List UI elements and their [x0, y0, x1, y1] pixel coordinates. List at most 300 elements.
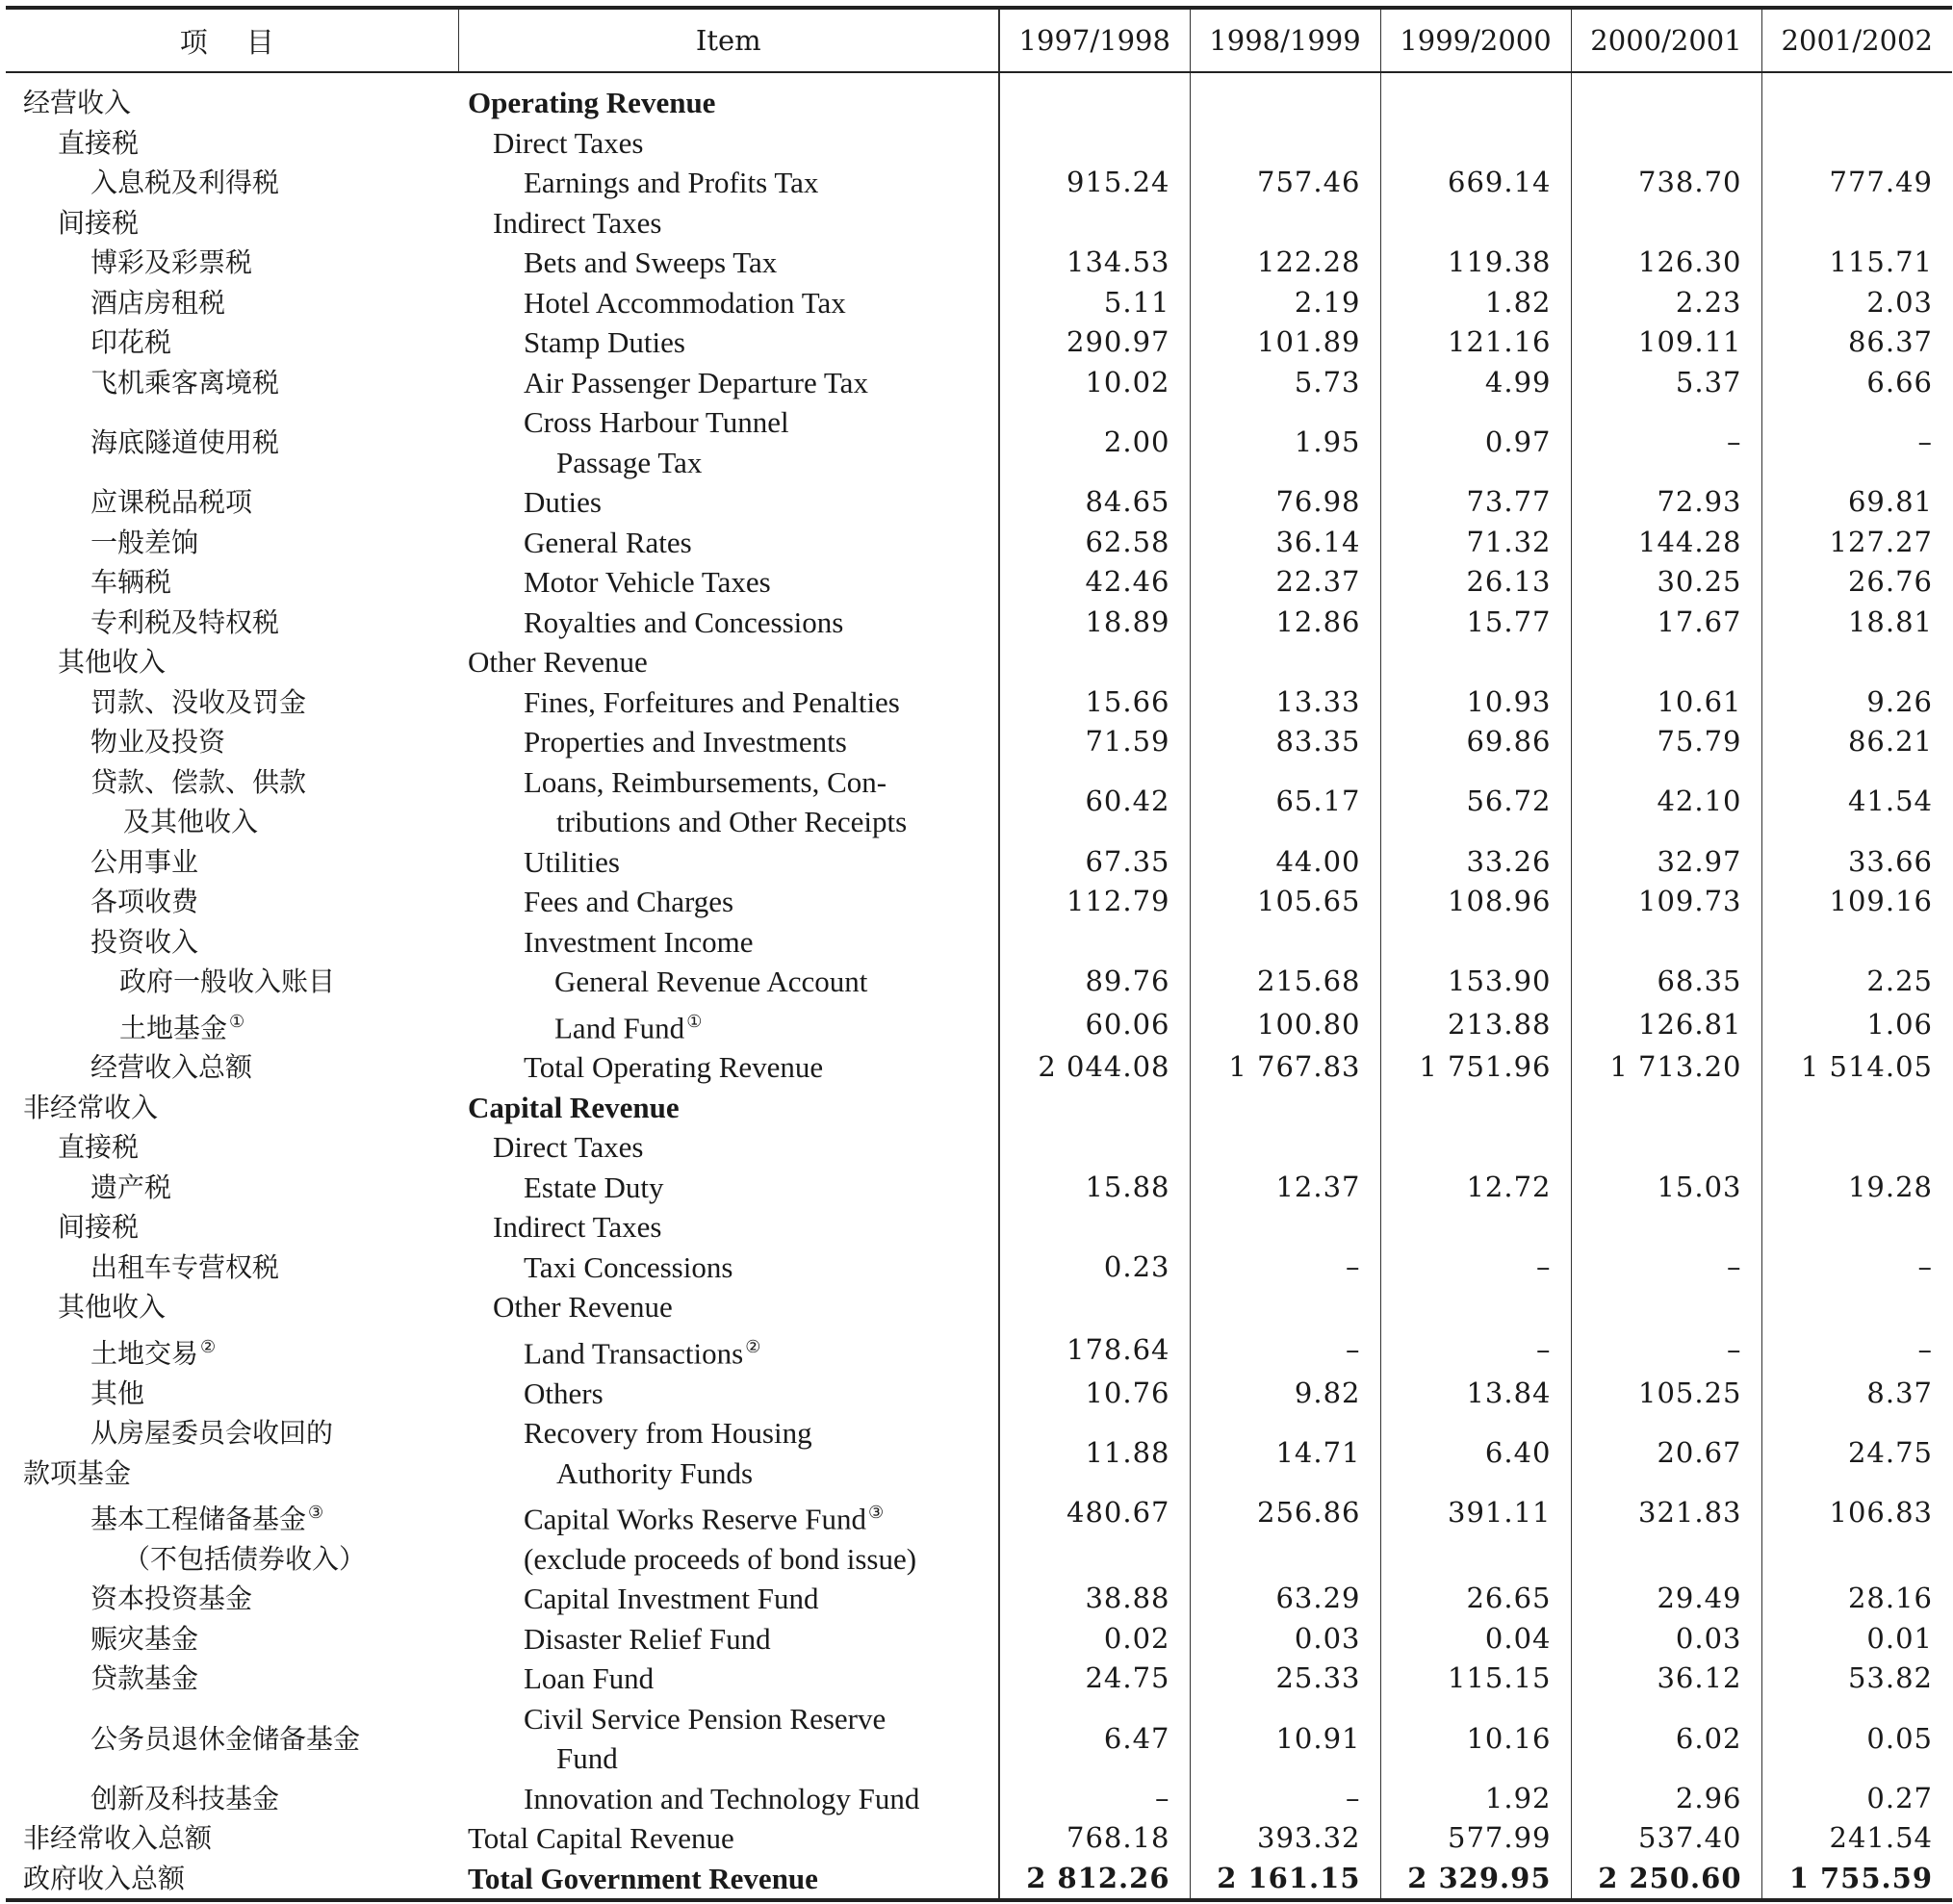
- value-cell: 241.54: [1761, 1818, 1952, 1859]
- value-cell: [1761, 1287, 1952, 1327]
- header-year: 2000/2001: [1571, 8, 1761, 72]
- value-cell: 106.83: [1761, 1493, 1952, 1579]
- row-label-cn: [6, 1699, 458, 1779]
- value-cell: 9.82: [1190, 1374, 1380, 1414]
- value-cell: 0.23: [999, 1248, 1190, 1288]
- value-cell: 2 161.15: [1190, 1859, 1380, 1901]
- value-cell: [1761, 72, 1952, 123]
- table-header: [6, 8, 1952, 72]
- label-en-text: Loan Fund: [524, 1661, 655, 1696]
- footnote-mark: ②: [745, 1336, 761, 1356]
- value-cell: 89.76: [999, 962, 1190, 1002]
- value-cell: –: [1571, 402, 1761, 482]
- label-cn-text: 政府一般收入账目: [119, 965, 336, 997]
- footnote-mark: ①: [686, 1011, 703, 1031]
- row-label-cn: [6, 523, 458, 563]
- value-cell: 38.88: [999, 1579, 1190, 1619]
- value-cell: 2 329.95: [1380, 1859, 1571, 1901]
- value-cell: [999, 922, 1190, 963]
- value-cell: 62.58: [999, 523, 1190, 563]
- value-cell: 42.10: [1571, 762, 1761, 842]
- label-cn-text: 创新及科技基金: [90, 1782, 280, 1814]
- row-label-cn: [6, 72, 458, 123]
- row-label-en: [458, 603, 999, 643]
- value-cell: 2.00: [999, 402, 1190, 482]
- footnote-mark: ①: [229, 1011, 245, 1032]
- label-en-text: Total Capital Revenue: [468, 1821, 734, 1856]
- row-label-cn: [6, 1374, 458, 1414]
- value-cell: 10.91: [1190, 1699, 1380, 1779]
- value-cell: 2.23: [1571, 283, 1761, 323]
- label-en-text: Royalties and Concessions: [524, 605, 844, 639]
- row-label-en: [458, 922, 999, 963]
- table-row: [6, 842, 1952, 883]
- label-en-text: Cross Harbour Tunnel: [524, 405, 789, 439]
- value-cell: 32.97: [1571, 842, 1761, 883]
- value-cell: 2.96: [1571, 1779, 1761, 1819]
- value-cell: 67.35: [999, 842, 1190, 883]
- value-cell: 17.67: [1571, 603, 1761, 643]
- footnote-mark: ③: [308, 1503, 324, 1524]
- label-en-text: Others: [524, 1376, 604, 1410]
- value-cell: 15.03: [1571, 1168, 1761, 1208]
- label-en-text: Capital Investment Fund: [524, 1582, 819, 1616]
- value-cell: –: [1380, 1248, 1571, 1288]
- value-cell: –: [999, 1779, 1190, 1819]
- row-label-en: [458, 1493, 999, 1579]
- row-label-cn: [6, 1779, 458, 1819]
- value-cell: 73.77: [1380, 482, 1571, 523]
- label-en-text: Land Transactions: [524, 1336, 744, 1371]
- value-cell: –: [1190, 1779, 1380, 1819]
- value-cell: [1380, 1207, 1571, 1248]
- table-row: [6, 962, 1952, 1002]
- value-cell: 63.29: [1190, 1579, 1380, 1619]
- label-en-text: Bets and Sweeps Tax: [524, 245, 778, 279]
- row-label-en: [458, 1818, 999, 1859]
- row-label-cn: [6, 402, 458, 482]
- row-label-cn: [6, 1248, 458, 1288]
- value-cell: 119.38: [1380, 243, 1571, 283]
- header-item-en: Item: [458, 8, 999, 72]
- row-label-en: [458, 1374, 999, 1414]
- value-cell: 915.24: [999, 163, 1190, 203]
- label-en-text: Other Revenue: [493, 1290, 673, 1325]
- row-label-cn: [6, 1207, 458, 1248]
- value-cell: [1380, 203, 1571, 244]
- row-label-en: [458, 682, 999, 723]
- label-en-text: Other Revenue: [468, 645, 648, 679]
- row-label-en: [458, 1088, 999, 1128]
- value-cell: [1571, 642, 1761, 682]
- table-row: [6, 642, 1952, 682]
- row-label-en: [458, 642, 999, 682]
- value-cell: [1571, 123, 1761, 164]
- value-cell: [1380, 72, 1571, 123]
- value-cell: 83.35: [1190, 722, 1380, 762]
- value-cell: 577.99: [1380, 1818, 1571, 1859]
- row-label-en: [458, 163, 999, 203]
- value-cell: 738.70: [1571, 163, 1761, 203]
- value-cell: 18.81: [1761, 603, 1952, 643]
- row-label-en: [458, 482, 999, 523]
- row-label-cn: [6, 1859, 458, 1901]
- row-label-en: [458, 562, 999, 603]
- value-cell: [1571, 1287, 1761, 1327]
- value-cell: 60.42: [999, 762, 1190, 842]
- row-label-cn: [6, 1659, 458, 1699]
- label-cn-text: 专利税及特权税: [90, 605, 280, 638]
- value-cell: 6.40: [1380, 1413, 1571, 1493]
- value-cell: [999, 203, 1190, 244]
- row-label-en: [458, 1699, 999, 1779]
- label-en-text: Fees and Charges: [524, 885, 734, 918]
- value-cell: 1.06: [1761, 1002, 1952, 1048]
- row-label-cn: [6, 562, 458, 603]
- value-cell: 144.28: [1571, 523, 1761, 563]
- value-cell: 84.65: [999, 482, 1190, 523]
- label-cn-text: 其他: [90, 1377, 145, 1409]
- label-cn-text: 非经常收入: [23, 1091, 159, 1123]
- value-cell: 121.16: [1380, 322, 1571, 363]
- value-cell: 60.06: [999, 1002, 1190, 1048]
- label-en-continuation: (exclude proceeds of bond issue): [524, 1541, 917, 1576]
- value-cell: 1 755.59: [1761, 1859, 1952, 1901]
- value-cell: 768.18: [999, 1818, 1190, 1859]
- row-label-cn: [6, 1287, 458, 1327]
- value-cell: [1380, 1088, 1571, 1128]
- row-label-en: [458, 882, 999, 922]
- label-cn-text: 经营收入: [23, 87, 132, 118]
- label-cn-continuation: （不包括债券收入）: [123, 1542, 367, 1575]
- value-cell: 36.14: [1190, 523, 1380, 563]
- value-cell: 0.02: [999, 1619, 1190, 1660]
- value-cell: [999, 72, 1190, 123]
- row-label-en: [458, 1579, 999, 1619]
- value-cell: 41.54: [1761, 762, 1952, 842]
- label-en-text: Properties and Investments: [524, 725, 847, 759]
- value-cell: 69.81: [1761, 482, 1952, 523]
- value-cell: –: [1190, 1327, 1380, 1374]
- value-cell: 0.27: [1761, 1779, 1952, 1819]
- value-cell: 0.05: [1761, 1699, 1952, 1779]
- table-row: [6, 722, 1952, 762]
- value-cell: [1571, 1088, 1761, 1128]
- label-cn-text: 一般差饷: [90, 526, 199, 558]
- label-en-text: Utilities: [524, 844, 620, 879]
- row-label-cn: [6, 722, 458, 762]
- header-year: 1999/2000: [1380, 8, 1571, 72]
- row-label-en: [458, 722, 999, 762]
- row-label-cn: [6, 482, 458, 523]
- value-cell: 18.89: [999, 603, 1190, 643]
- label-cn-text: 应课税品税项: [90, 486, 253, 518]
- row-label-en: [458, 842, 999, 883]
- header-year: 1997/1998: [999, 8, 1190, 72]
- value-cell: 290.97: [999, 322, 1190, 363]
- label-cn-text: 博彩及彩票税: [90, 246, 253, 278]
- value-cell: [999, 642, 1190, 682]
- label-en-text: Taxi Concessions: [524, 1249, 733, 1284]
- value-cell: 391.11: [1380, 1493, 1571, 1579]
- value-cell: 6.02: [1571, 1699, 1761, 1779]
- value-cell: 6.66: [1761, 363, 1952, 403]
- value-cell: 26.76: [1761, 562, 1952, 603]
- value-cell: 22.37: [1190, 562, 1380, 603]
- label-en-continuation: Authority Funds: [556, 1455, 754, 1490]
- table-row: [6, 1002, 1952, 1048]
- value-cell: 33.26: [1380, 842, 1571, 883]
- value-cell: 2.25: [1761, 962, 1952, 1002]
- value-cell: 105.25: [1571, 1374, 1761, 1414]
- value-cell: 1 713.20: [1571, 1047, 1761, 1088]
- table-row: [6, 1699, 1952, 1779]
- value-cell: 86.21: [1761, 722, 1952, 762]
- table-row: [6, 163, 1952, 203]
- value-cell: 0.04: [1380, 1619, 1571, 1660]
- value-cell: 1.82: [1380, 283, 1571, 323]
- row-label-cn: [6, 682, 458, 723]
- value-cell: 30.25: [1571, 562, 1761, 603]
- label-en-text: Air Passenger Departure Tax: [524, 365, 868, 399]
- label-cn-text: 车辆税: [90, 566, 172, 598]
- value-cell: 72.93: [1571, 482, 1761, 523]
- row-label-cn: [6, 962, 458, 1002]
- value-cell: 0.01: [1761, 1619, 1952, 1660]
- value-cell: [1761, 1127, 1952, 1168]
- row-label-cn: [6, 1327, 458, 1374]
- value-cell: 33.66: [1761, 842, 1952, 883]
- value-cell: [999, 1088, 1190, 1128]
- value-cell: 112.79: [999, 882, 1190, 922]
- value-cell: 134.53: [999, 243, 1190, 283]
- value-cell: 2.19: [1190, 283, 1380, 323]
- table-row: [6, 243, 1952, 283]
- value-cell: 15.88: [999, 1168, 1190, 1208]
- value-cell: 71.59: [999, 722, 1190, 762]
- value-cell: 68.35: [1571, 962, 1761, 1002]
- value-cell: [1190, 123, 1380, 164]
- value-cell: 0.03: [1571, 1619, 1761, 1660]
- table-row: [6, 1779, 1952, 1819]
- label-en-text: Disaster Relief Fund: [524, 1621, 771, 1656]
- value-cell: 2 250.60: [1571, 1859, 1761, 1901]
- label-en-text: Capital Works Reserve Fund: [524, 1502, 866, 1536]
- table-row: [6, 283, 1952, 323]
- label-cn-text: 政府收入总额: [23, 1862, 186, 1894]
- value-cell: [1190, 1287, 1380, 1327]
- table-row: [6, 762, 1952, 842]
- value-cell: 12.72: [1380, 1168, 1571, 1208]
- value-cell: 12.37: [1190, 1168, 1380, 1208]
- value-cell: 757.46: [1190, 163, 1380, 203]
- value-cell: 100.80: [1190, 1002, 1380, 1048]
- label-cn-text: 从房屋委员会收回的: [90, 1417, 334, 1450]
- value-cell: [1380, 1287, 1571, 1327]
- label-cn-text: 飞机乘客离境税: [90, 366, 280, 399]
- label-cn-text: 赈灾基金: [90, 1622, 199, 1655]
- value-cell: 56.72: [1380, 762, 1571, 842]
- table-row: [6, 322, 1952, 363]
- row-label-cn: [6, 922, 458, 963]
- header-year: 1998/1999: [1190, 8, 1380, 72]
- label-en-text: Motor Vehicle Taxes: [524, 565, 771, 599]
- row-label-en: [458, 1127, 999, 1168]
- revenue-table: [6, 6, 1952, 1902]
- value-cell: –: [1380, 1327, 1571, 1374]
- value-cell: 13.84: [1380, 1374, 1571, 1414]
- value-cell: [1190, 72, 1380, 123]
- value-cell: 109.11: [1571, 322, 1761, 363]
- row-label-cn: [6, 1047, 458, 1088]
- value-cell: [1571, 1127, 1761, 1168]
- row-label-cn: [6, 1579, 458, 1619]
- table-row: [6, 1859, 1952, 1901]
- value-cell: 26.65: [1380, 1579, 1571, 1619]
- table-row: [6, 1619, 1952, 1660]
- value-cell: 9.26: [1761, 682, 1952, 723]
- label-en-text: Recovery from Housing: [524, 1416, 812, 1451]
- value-cell: 24.75: [999, 1659, 1190, 1699]
- label-cn-continuation: 及其他收入: [123, 806, 259, 837]
- value-cell: [1761, 642, 1952, 682]
- label-cn-text: 出租车专营权税: [90, 1250, 280, 1283]
- value-cell: 215.68: [1190, 962, 1380, 1002]
- row-label-cn: [6, 283, 458, 323]
- table-row: [6, 1374, 1952, 1414]
- row-label-cn: [6, 243, 458, 283]
- label-cn-text: 海底隧道使用税: [90, 425, 280, 458]
- label-cn-text: 遗产税: [90, 1171, 172, 1203]
- label-cn-text: 直接税: [58, 1131, 140, 1164]
- row-label-cn: [6, 1493, 458, 1579]
- row-label-en: [458, 1207, 999, 1248]
- table-row: [6, 1168, 1952, 1208]
- value-cell: 126.81: [1571, 1002, 1761, 1048]
- value-cell: 5.11: [999, 283, 1190, 323]
- row-label-cn: [6, 1413, 458, 1493]
- value-cell: [1571, 72, 1761, 123]
- table-row: [6, 482, 1952, 523]
- table-row: [6, 72, 1952, 123]
- table-row: [6, 1287, 1952, 1327]
- value-cell: 28.16: [1761, 1579, 1952, 1619]
- row-label-cn: [6, 163, 458, 203]
- table-row: [6, 1127, 1952, 1168]
- value-cell: 153.90: [1380, 962, 1571, 1002]
- value-cell: 69.86: [1380, 722, 1571, 762]
- value-cell: 115.71: [1761, 243, 1952, 283]
- value-cell: [1761, 922, 1952, 963]
- value-cell: 105.65: [1190, 882, 1380, 922]
- value-cell: [999, 1287, 1190, 1327]
- label-cn-text: 罚款、没收及罚金: [90, 685, 307, 718]
- value-cell: –: [1761, 1248, 1952, 1288]
- value-cell: 6.47: [999, 1699, 1190, 1779]
- value-cell: 2 812.26: [999, 1859, 1190, 1901]
- row-label-en: [458, 322, 999, 363]
- value-cell: [1190, 922, 1380, 963]
- value-cell: 20.67: [1571, 1413, 1761, 1493]
- value-cell: –: [1571, 1327, 1761, 1374]
- label-en-text: General Revenue Account: [554, 965, 868, 998]
- value-cell: 36.12: [1571, 1659, 1761, 1699]
- label-en-continuation: Passage Tax: [556, 445, 703, 479]
- header-year: 2001/2002: [1761, 8, 1952, 72]
- value-cell: 109.16: [1761, 882, 1952, 922]
- row-label-en: [458, 1047, 999, 1088]
- value-cell: [999, 1207, 1190, 1248]
- value-cell: 1.92: [1380, 1779, 1571, 1819]
- label-en-text: Total Government Revenue: [468, 1861, 818, 1895]
- label-cn-text: 土地基金: [119, 1011, 228, 1043]
- label-en-text: Direct Taxes: [493, 1130, 644, 1165]
- label-en-text: Duties: [524, 485, 602, 519]
- value-cell: 122.28: [1190, 243, 1380, 283]
- value-cell: 12.86: [1190, 603, 1380, 643]
- label-cn-text: 贷款基金: [90, 1662, 199, 1695]
- value-cell: [999, 123, 1190, 164]
- row-label-cn: [6, 1619, 458, 1660]
- value-cell: [1190, 1088, 1380, 1128]
- label-en-text: Earnings and Profits Tax: [524, 166, 819, 199]
- value-cell: 256.86: [1190, 1493, 1380, 1579]
- table-row: [6, 1088, 1952, 1128]
- value-cell: 0.97: [1380, 402, 1571, 482]
- label-cn-text: 间接税: [58, 1211, 140, 1244]
- label-en-text: Indirect Taxes: [493, 1210, 662, 1245]
- table-row: [6, 1248, 1952, 1288]
- label-cn-text: 间接税: [58, 206, 140, 239]
- label-cn-text: 印花税: [90, 326, 172, 358]
- value-cell: 19.28: [1761, 1168, 1952, 1208]
- row-label-en: [458, 203, 999, 244]
- value-cell: 10.02: [999, 363, 1190, 403]
- table-row: [6, 363, 1952, 403]
- label-cn-text: 资本投资基金: [90, 1582, 253, 1615]
- value-cell: 178.64: [999, 1327, 1190, 1374]
- label-cn-text: 贷款、偿款、供款: [90, 765, 307, 798]
- label-en-text: Fines, Forfeitures and Penalties: [524, 684, 900, 719]
- table-row: [6, 203, 1952, 244]
- label-en-text: Land Fund: [554, 1010, 685, 1044]
- value-cell: 213.88: [1380, 1002, 1571, 1048]
- table-row: [6, 922, 1952, 963]
- row-label-en: [458, 1779, 999, 1819]
- label-cn-text: 物业及投资: [90, 726, 226, 758]
- row-label-cn: [6, 1818, 458, 1859]
- row-label-en: [458, 1248, 999, 1288]
- table-row: [6, 603, 1952, 643]
- label-cn-text: 投资收入: [90, 925, 199, 958]
- label-en-text: Investment Income: [524, 924, 754, 959]
- value-cell: 109.73: [1571, 882, 1761, 922]
- value-cell: 8.37: [1761, 1374, 1952, 1414]
- table-row: [6, 682, 1952, 723]
- table-row: [6, 882, 1952, 922]
- row-label-en: [458, 1413, 999, 1493]
- value-cell: 1 514.05: [1761, 1047, 1952, 1088]
- value-cell: 115.15: [1380, 1659, 1571, 1699]
- value-cell: 13.33: [1190, 682, 1380, 723]
- row-label-en: [458, 1327, 999, 1374]
- value-cell: 42.46: [999, 562, 1190, 603]
- row-label-en: [458, 1619, 999, 1660]
- row-label-cn: [6, 642, 458, 682]
- row-label-cn: [6, 203, 458, 244]
- value-cell: 1.95: [1190, 402, 1380, 482]
- value-cell: 1 767.83: [1190, 1047, 1380, 1088]
